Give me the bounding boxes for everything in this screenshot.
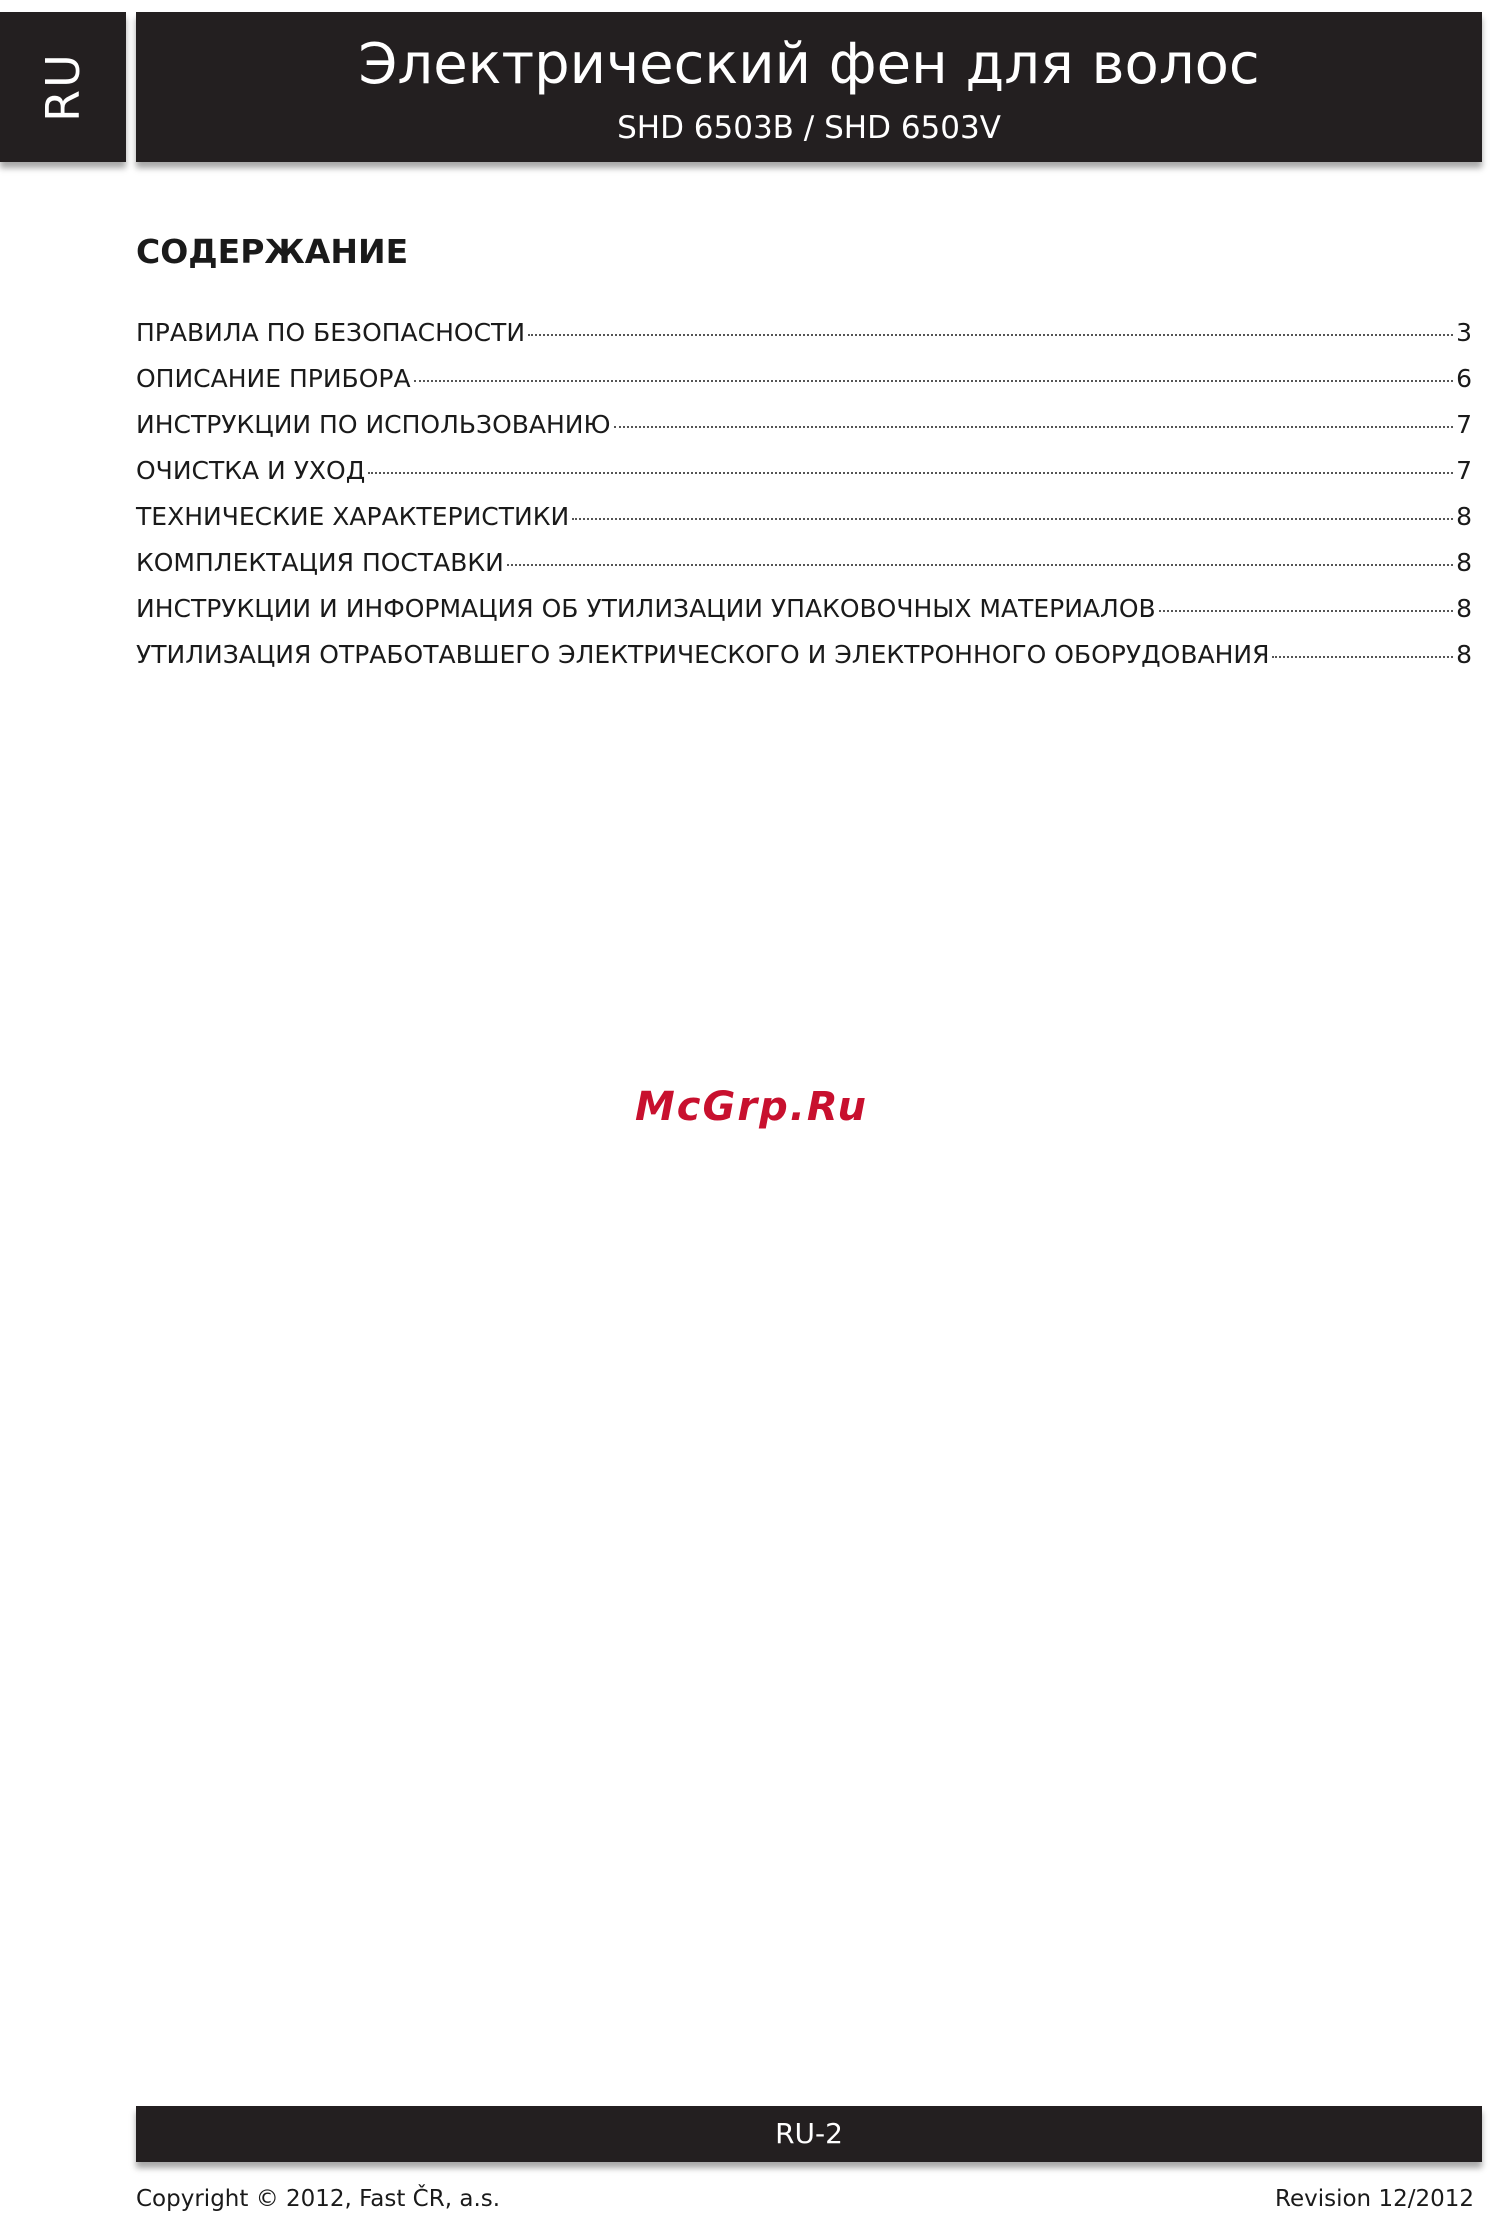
toc-item-title: ИНСТРУКЦИИ ПО ИСПОЛЬЗОВАНИЮ [136,410,611,439]
toc-item-page: 7 [1456,410,1472,439]
copyright-notice: Copyright © 2012, Fast ČR, a.s. [136,2186,501,2212]
toc-item[interactable] [136,640,1472,686]
toc-item-title: ОЧИСТКА И УХОД [136,456,366,485]
toc-item-page: 8 [1456,594,1472,623]
toc-item-page: 3 [1456,318,1472,347]
watermark: McGrp.Ru [635,1084,868,1130]
model-subtitle: SHD 6503B / SHD 6503V [617,110,1001,146]
toc-leader [414,380,1454,382]
toc-item-title: ТЕХНИЧЕСКИЕ ХАРАКТЕРИСТИКИ [136,502,570,531]
toc-item-page: 8 [1456,502,1472,531]
toc-item-title: УТИЛИЗАЦИЯ ОТРАБОТАВШЕГО ЭЛЕКТРИЧЕСКОГО И ЭЛЕКТРОННОГО ОБОРУДОВАНИЯ [136,640,1270,669]
toc-leader [368,472,1453,474]
toc-item[interactable] [136,318,1472,364]
toc-item[interactable] [136,594,1472,640]
toc-leader [1159,610,1453,612]
toc-item-title: КОМПЛЕКТАЦИЯ ПОСТАВКИ [136,548,504,577]
header-bar [136,12,1482,162]
toc-item-page: 8 [1456,640,1472,669]
toc-item[interactable] [136,456,1472,502]
toc-item[interactable] [136,548,1472,594]
toc-item[interactable] [136,410,1472,456]
toc-leader [528,334,1453,336]
toc-leader [614,426,1454,428]
toc-item[interactable] [136,502,1472,548]
document-title: Электрический фен для волос [358,32,1260,97]
language-tab [0,12,126,162]
toc-leader [507,564,1453,566]
toc-leader [572,518,1453,520]
toc-item-title: ПРАВИЛА ПО БЕЗОПАСНОСТИ [136,318,526,347]
toc-heading: СОДЕРЖАНИЕ [136,232,409,271]
language-label: RU [36,52,90,122]
table-of-contents [136,318,1472,686]
toc-item-title: ОПИСАНИЕ ПРИБОРА [136,364,411,393]
toc-item-page: 8 [1456,548,1472,577]
footer-page-number: RU-2 [136,2106,1482,2162]
toc-leader [1272,656,1453,658]
toc-item[interactable] [136,364,1472,410]
revision-label: Revision 12/2012 [1275,2186,1474,2212]
toc-item-page: 6 [1456,364,1472,393]
toc-item-page: 7 [1456,456,1472,485]
toc-item-title: ИНСТРУКЦИИ И ИНФОРМАЦИЯ ОБ УТИЛИЗАЦИИ УПАКОВОЧНЫХ МАТЕРИАЛОВ [136,594,1156,623]
